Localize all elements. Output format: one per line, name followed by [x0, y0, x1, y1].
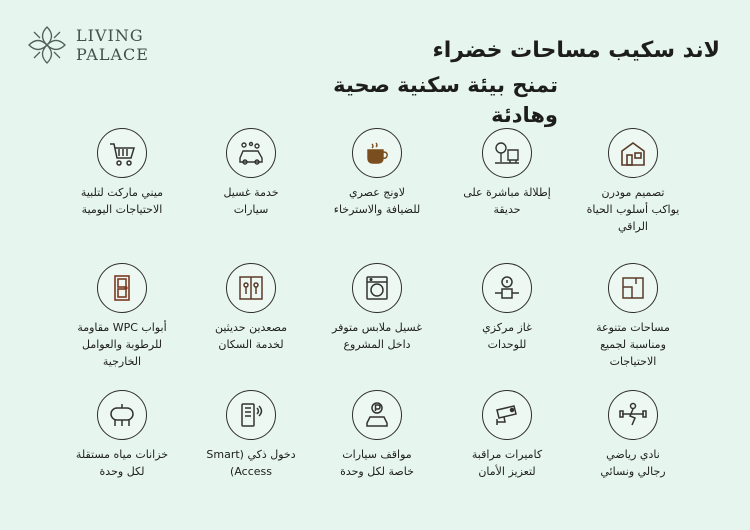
feature-label: خزانات مياه مستقلة لكل وحدة	[75, 448, 169, 478]
feature-item	[567, 128, 699, 235]
feature-item	[56, 390, 188, 480]
feature-item	[441, 390, 573, 480]
feature-item	[185, 128, 317, 218]
feature-label: أبواب WPC مقاومة للرطوبة والعوامل الخارجية	[77, 321, 167, 368]
smart-lock-icon	[226, 390, 276, 440]
feature-label: دخول ذكي (Smart Access)	[206, 448, 296, 478]
feature-label: إطلالة مباشرة على حديقة	[463, 186, 551, 216]
door-icon	[97, 263, 147, 313]
feature-item	[56, 263, 188, 370]
leaf-logo-icon	[26, 24, 68, 66]
brand-logo	[26, 24, 149, 66]
feature-label: كاميرات مراقبة لتعزيز الأمان	[471, 448, 543, 478]
feature-item	[441, 128, 573, 218]
headline	[260, 36, 720, 130]
feature-item	[185, 390, 317, 480]
feature-label: لاونج عصري للضيافة والاسترخاء	[333, 186, 421, 216]
headline-line-1: لاند سكيب مساحات خضراء	[432, 38, 720, 63]
shopping-cart-icon	[97, 128, 147, 178]
feature-label: مواقف سيارات خاصة لكل وحدة	[340, 448, 414, 478]
cctv-camera-icon	[482, 390, 532, 440]
feature-label: ميني ماركت لتلبية الاحتياجات اليومية	[80, 186, 164, 216]
feature-item	[311, 128, 443, 218]
brand-line-1: LIVING	[76, 26, 144, 45]
gas-meter-icon	[482, 263, 532, 313]
feature-label: مساحات متنوعة ومناسبة لجميع الاحتياجات	[596, 321, 670, 368]
car-wash-icon	[226, 128, 276, 178]
laundry-icon	[352, 263, 402, 313]
feature-item	[311, 263, 443, 353]
park-view-icon	[482, 128, 532, 178]
feature-label: تصميم مودرن يواكب أسلوب الحياة الراقي	[586, 186, 680, 233]
feature-item	[567, 263, 699, 370]
feature-label: غاز مركزي للوحدات	[482, 321, 532, 351]
feature-item	[185, 263, 317, 353]
brand-line-2: PALACE	[76, 45, 149, 64]
feature-label: غسيل ملابس متوفر داخل المشروع	[332, 321, 422, 351]
elevator-icon	[226, 263, 276, 313]
water-tank-icon	[97, 390, 147, 440]
gym-icon	[608, 390, 658, 440]
coffee-cup-icon	[352, 128, 402, 178]
feature-item	[56, 128, 188, 218]
feature-item	[441, 263, 573, 353]
feature-label: نادي رياضي رجالي ونسائي	[600, 448, 666, 478]
feature-item	[311, 390, 443, 480]
feature-item	[567, 390, 699, 480]
parking-icon	[352, 390, 402, 440]
feature-label: خدمة غسيل سيارات	[223, 186, 279, 216]
house-icon	[608, 128, 658, 178]
headline-line-2: تمنح بيئة سكنية صحية وهادئة	[333, 73, 558, 127]
feature-label: مصعدين حديثين لخدمة السكان	[214, 321, 288, 351]
floor-plan-icon	[608, 263, 658, 313]
